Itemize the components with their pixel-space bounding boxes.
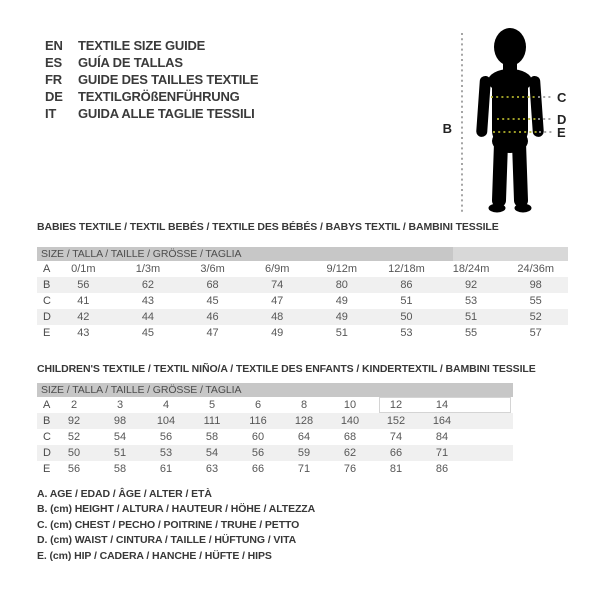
row-label: E: [43, 463, 51, 475]
table-cell: 14: [435, 399, 449, 411]
row-label: A: [43, 399, 51, 411]
table-cell: 92: [464, 279, 478, 291]
measurement-legend: [37, 487, 315, 564]
legend-line: A. AGE / EDAD / ÂGE / ALTER / ETÀ: [37, 488, 212, 500]
table-cell: 52: [67, 431, 81, 443]
language-row: [45, 54, 258, 71]
table-cell: 55: [464, 327, 478, 339]
row-label: A: [43, 263, 51, 275]
table-cell: 58: [205, 431, 219, 443]
table-row-E: [37, 325, 568, 341]
language-code: EN: [45, 38, 63, 53]
table-cell: 45: [141, 327, 155, 339]
table-cell: 60: [251, 431, 265, 443]
table-cell: 63: [205, 463, 219, 475]
table-cell: 71: [297, 463, 311, 475]
table-cell: 55: [529, 295, 542, 307]
language-row: [45, 71, 258, 88]
table-cell: 116: [249, 415, 267, 427]
header-highlight-overlay: [453, 247, 568, 261]
table-cell: 56: [251, 447, 265, 459]
table-cell: 51: [400, 295, 413, 307]
table-cell: 61: [159, 463, 173, 475]
table-cell: 1/3m: [135, 263, 161, 275]
table-cell: 62: [141, 279, 155, 291]
legend-line: E. (cm) HIP / CADERA / HANCHE / HÜFTE / HIPS: [37, 549, 272, 562]
table-cell: 92: [67, 415, 81, 427]
table-cell: 76: [343, 463, 357, 475]
language-row: [45, 37, 258, 54]
table-cell: 51: [464, 311, 478, 323]
height-label: B: [442, 121, 452, 136]
table-cell: 164: [432, 415, 452, 427]
table-row-B: [37, 277, 568, 293]
babies-section-heading: BABIES TEXTILE / TEXTIL BEBÉS / TEXTILE DES BÉBÉS / BABYS TEXTIL / BAMBINI TESSILE: [37, 221, 499, 233]
table-cell: 56: [159, 431, 173, 443]
row-label: E: [43, 327, 51, 339]
table-cell: 98: [113, 415, 127, 427]
table-cell: 54: [113, 431, 127, 443]
hip-label: E: [557, 125, 566, 140]
language-title-list: [45, 37, 258, 122]
table-cell: 0/1m: [71, 263, 96, 275]
table-row-D: [37, 309, 568, 325]
table-cell: 48: [271, 311, 284, 323]
language-code: DE: [45, 89, 63, 104]
child-silhouette: [476, 28, 544, 213]
table-cell: 86: [400, 279, 413, 291]
row-label: B: [43, 279, 51, 291]
size-header-bar: SIZE / TALLA / TAILLE / GRÖSSE / TAGLIA: [37, 247, 568, 261]
table-cell: 84: [435, 431, 449, 443]
size-header-bar: SIZE / TALLA / TAILLE / GRÖSSE / TAGLIA: [37, 383, 513, 397]
table-cell: 5: [208, 399, 216, 411]
language-title: GUIDE DES TAILLES TEXTILE: [78, 72, 259, 87]
table-cell: 4: [162, 399, 170, 411]
table-cell: 58: [113, 463, 127, 475]
language-row: [45, 105, 258, 122]
table-cell: 86: [435, 463, 449, 475]
table-cell: 3/6m: [200, 263, 225, 275]
table-cell: 51: [335, 327, 348, 339]
language-title: TEXTILE SIZE GUIDE: [78, 38, 206, 53]
table-cell: 42: [77, 311, 90, 323]
table-cell: 111: [203, 415, 221, 427]
table-row-D: [37, 445, 513, 461]
table-cell: 6/9m: [264, 263, 290, 275]
table-cell: 52: [529, 311, 542, 323]
table-cell: 46: [206, 311, 219, 323]
row-label: D: [43, 447, 51, 459]
waist-label: D: [557, 112, 567, 127]
table-cell: 140: [340, 415, 360, 427]
table-cell: 50: [400, 311, 413, 323]
table-cell: 44: [141, 311, 155, 323]
legend-line: B. (cm) HEIGHT / ALTURA / HAUTEUR / HÖHE / ALTEZZA: [37, 503, 316, 516]
row-label: B: [43, 415, 51, 427]
table-cell: 128: [294, 415, 314, 427]
language-title: TEXTILGRÖßENFÜHRUNG: [78, 89, 240, 104]
table-cell: 49: [335, 295, 348, 307]
table-cell: 98: [529, 279, 542, 291]
row-label: C: [43, 431, 51, 443]
table-cell: 6: [254, 399, 262, 411]
legend-line: D. (cm) WAIST / CINTURA / TAILLE / HÜFTUNG / VITA: [37, 534, 297, 547]
table-cell: 62: [343, 447, 357, 459]
table-cell: 53: [464, 295, 478, 307]
table-cell: 47: [206, 327, 219, 339]
table-cell: 47: [271, 295, 284, 307]
table-cell: 3: [116, 399, 124, 411]
table-cell: 104: [156, 415, 176, 427]
children-section-heading: CHILDREN'S TEXTILE / TEXTIL NIÑO/A / TEXTILE DES ENFANTS / KINDERTEXTIL / BAMBINI TESSILE: [37, 363, 536, 375]
table-row-A: [37, 261, 568, 277]
table-cell: 74: [389, 431, 403, 443]
table-row-C: [37, 429, 513, 445]
table-cell: 18/24m: [452, 263, 490, 275]
table-cell: 53: [159, 447, 173, 459]
table-row-A: [37, 397, 513, 413]
table-row-C: [37, 293, 568, 309]
table-cell: 57: [529, 327, 542, 339]
language-row: [45, 88, 258, 105]
table-cell: 74: [271, 279, 284, 291]
table-row-E: [37, 461, 513, 477]
table-cell: 152: [386, 415, 406, 427]
table-cell: 81: [389, 463, 403, 475]
language-title: GUÍA DE TALLAS: [78, 55, 183, 70]
table-cell: 12/18m: [388, 263, 425, 275]
table-cell: 49: [335, 311, 348, 323]
babies-size-table: [37, 247, 568, 341]
row-label: D: [43, 311, 51, 323]
table-cell: 8: [300, 399, 308, 411]
legend-line: C. (cm) CHEST / PECHO / POITRINE / TRUHE / PETTO: [37, 518, 300, 531]
row-label: C: [43, 295, 51, 307]
language-code: ES: [45, 55, 62, 70]
table-cell: 66: [389, 447, 403, 459]
table-cell: 49: [271, 327, 284, 339]
table-cell: 43: [141, 295, 155, 307]
child-silhouette-figure: [430, 10, 600, 220]
table-cell: 71: [435, 447, 449, 459]
language-code: IT: [45, 106, 57, 121]
table-cell: 80: [335, 279, 348, 291]
table-cell: 50: [67, 447, 81, 459]
language-title: GUIDA ALLE TAGLIE TESSILI: [78, 106, 255, 121]
table-cell: 41: [77, 295, 90, 307]
table-cell: 24/36m: [517, 263, 555, 275]
table-cell: 56: [67, 463, 81, 475]
table-cell: 45: [206, 295, 219, 307]
table-cell: 9/12m: [326, 263, 358, 275]
table-cell: 43: [77, 327, 90, 339]
table-cell: 64: [297, 431, 311, 443]
children-size-table: [37, 383, 513, 477]
language-code: FR: [45, 72, 62, 87]
chest-label: C: [557, 90, 567, 105]
table-cell: 56: [77, 279, 90, 291]
table-cell: 53: [400, 327, 413, 339]
table-cell: 59: [297, 447, 311, 459]
table-cell: 12: [389, 399, 403, 411]
table-cell: 68: [343, 431, 357, 443]
table-cell: 51: [113, 447, 127, 459]
table-cell: 10: [343, 399, 357, 411]
table-row-B: [37, 413, 513, 429]
table-cell: 54: [205, 447, 219, 459]
table-cell: 68: [206, 279, 219, 291]
table-cell: 66: [251, 463, 265, 475]
table-cell: 2: [70, 399, 78, 411]
